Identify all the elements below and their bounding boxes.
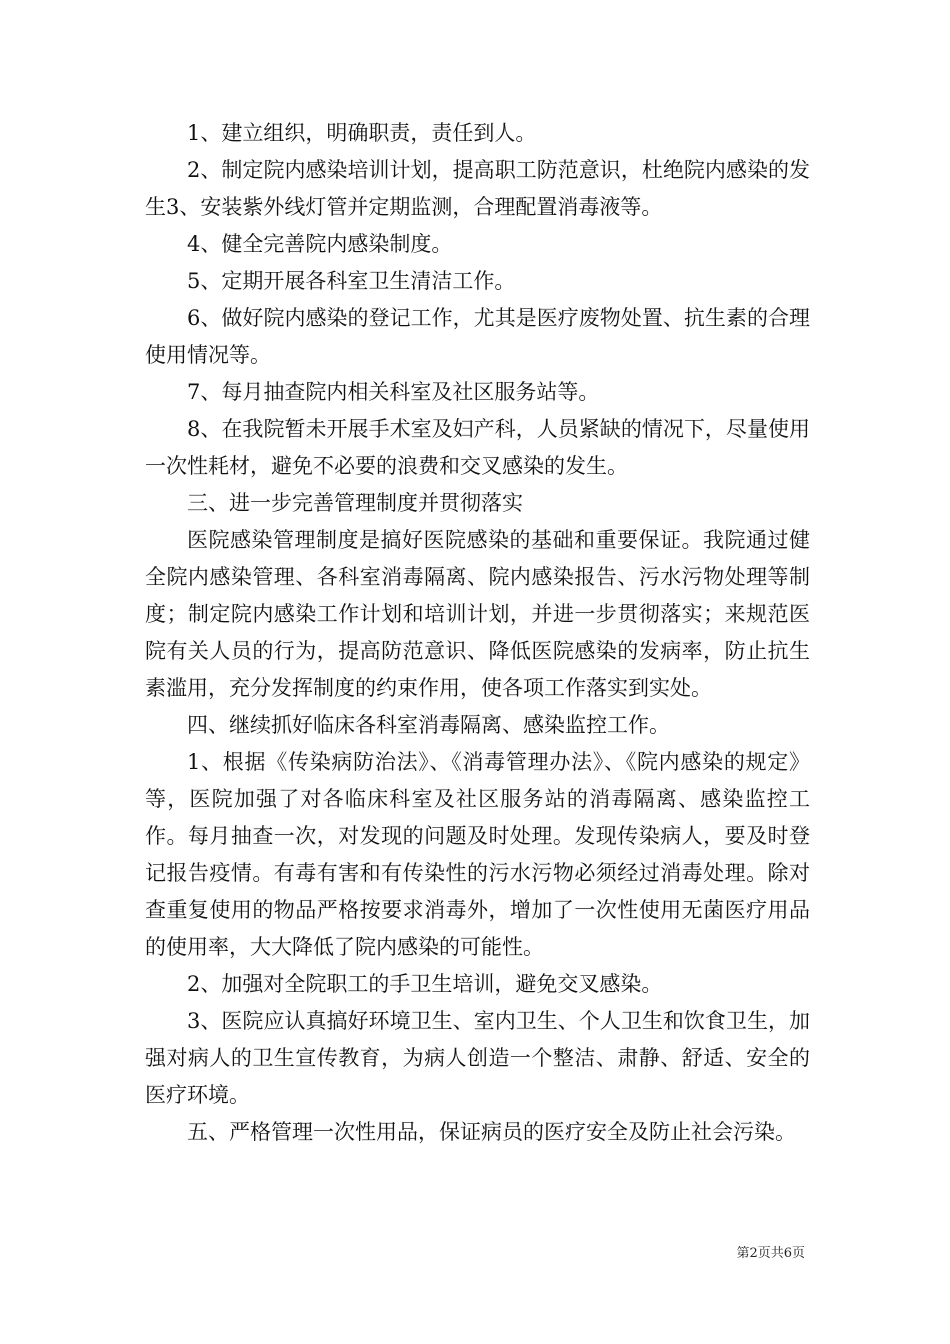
paragraph-item-5: 6、做好院内感染的登记工作，尤其是医疗废物处置、抗生素的合理使用情况等。 [145, 306, 810, 367]
section-heading-5: 五、严格管理一次性用品，保证病员的医疗安全及防止社会污染。 [187, 1120, 796, 1144]
paragraph-item-3: 4、健全完善院内感染制度。 [187, 232, 453, 256]
paragraph-disinfection-2: 2、加强对全院职工的手卫生培训，避免交叉感染。 [187, 972, 663, 996]
section-heading-3: 三、进一步完善管理制度并贯彻落实 [187, 491, 523, 515]
paragraph-item-6: 7、每月抽查院内相关科室及社区服务站等。 [187, 380, 600, 404]
paragraph-management-system: 医院感染管理制度是搞好医院感染的基础和重要保证。我院通过健全院内感染管理、各科室消毒隔离、院内感染报告、污水污物处理等制度；制定院内感染工作计划和培训计划，并进一步贯彻落实；来规范医院有关人员的行为，提高防范意识、降低医院感染的发病率，防止抗生素滥用，充分发挥制度的约束作用，使各项工作落实到实处。 [145, 528, 810, 700]
section-heading-4: 四、继续抓好临床各科室消毒隔离、感染监控工作。 [187, 713, 670, 737]
paragraph-item-7: 8、在我院暂未开展手术室及妇产科，人员紧缺的情况下，尽量使用一次性耗材，避免不必要的浪费和交叉感染的发生。 [145, 417, 810, 478]
paragraph-item-4: 5、定期开展各科室卫生清洁工作。 [187, 269, 516, 293]
page-number: 第2页共6页 [736, 1246, 805, 1261]
paragraph-item-2: 2、制定院内感染培训计划，提高职工防范意识，杜绝院内感染的发生3、安装紫外线灯管并定期监测，合理配置消毒液等。 [145, 158, 810, 219]
paragraph-item-1: 1、建立组织，明确职责，责任到人。 [187, 121, 537, 145]
paragraph-disinfection-1: 1、根据《传染病防治法》、《消毒管理办法》、《院内感染的规定》等，医院加强了对各临床科室及社区服务站的消毒隔离、感染监控工作。每月抽查一次，对发现的问题及时处理。发现传染病人，要及时登记报告疫情。有毒有害和有传染性的污水污物必须经过消毒处理。除对查重复使用的物品严格按要求消毒外，增加了一次性使用无菌医疗用品的使用率，大大降低了院内感染的可能性。 [145, 750, 810, 959]
paragraph-disinfection-3: 3、医院应认真搞好环境卫生、室内卫生、个人卫生和饮食卫生，加强对病人的卫生宣传教育，为病人创造一个整洁、肃静、舒适、安全的医疗环境。 [145, 1009, 810, 1107]
document-body [145, 115, 810, 1151]
